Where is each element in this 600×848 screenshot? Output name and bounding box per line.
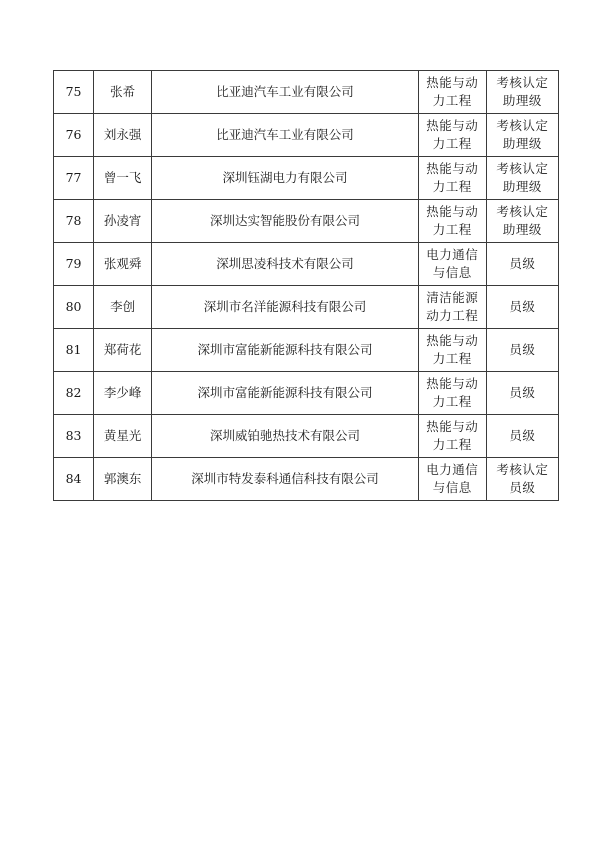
specialty-cell — [418, 458, 486, 501]
person-name: 黄星光 — [94, 415, 152, 458]
row-number: 77 — [54, 157, 94, 200]
person-name: 孙凌宵 — [94, 200, 152, 243]
person-name: 郑荷花 — [94, 329, 152, 372]
specialty-cell — [418, 329, 486, 372]
row-number: 76 — [54, 114, 94, 157]
table-row — [54, 200, 559, 243]
table-row — [54, 415, 559, 458]
organization: 深圳达实智能股份有限公司 — [152, 200, 419, 243]
person-name: 李少峰 — [94, 372, 152, 415]
level: 考核认定助理级 — [496, 204, 549, 237]
specialty-cell — [418, 243, 486, 286]
level-cell — [486, 372, 558, 415]
person-name: 张希 — [94, 71, 152, 114]
specialty-cell — [418, 372, 486, 415]
specialty: 电力通信与信息 — [426, 247, 479, 280]
specialty: 热能与动力工程 — [426, 204, 479, 237]
row-number: 78 — [54, 200, 94, 243]
row-number: 82 — [54, 372, 94, 415]
specialty: 热能与动力工程 — [426, 376, 479, 409]
table-row — [54, 114, 559, 157]
organization: 比亚迪汽车工业有限公司 — [152, 114, 419, 157]
person-name: 郭澳东 — [94, 458, 152, 501]
person-name: 曾一飞 — [94, 157, 152, 200]
table-row — [54, 286, 559, 329]
specialty-cell — [418, 200, 486, 243]
table-row — [54, 372, 559, 415]
person-name: 张观舜 — [94, 243, 152, 286]
specialty: 热能与动力工程 — [426, 419, 479, 452]
row-number: 79 — [54, 243, 94, 286]
organization: 深圳威铂驰热技术有限公司 — [152, 415, 419, 458]
table-row — [54, 243, 559, 286]
level-cell — [486, 458, 558, 501]
personnel-table — [53, 70, 559, 501]
level-cell — [486, 329, 558, 372]
row-number: 84 — [54, 458, 94, 501]
specialty-cell — [418, 114, 486, 157]
level-cell — [486, 114, 558, 157]
level: 考核认定员级 — [496, 462, 549, 495]
level-cell — [486, 243, 558, 286]
organization: 深圳思凌科技术有限公司 — [152, 243, 419, 286]
level-cell — [486, 157, 558, 200]
row-number: 83 — [54, 415, 94, 458]
specialty-cell — [418, 71, 486, 114]
row-number: 75 — [54, 71, 94, 114]
organization: 深圳市富能新能源科技有限公司 — [152, 372, 419, 415]
level-cell — [486, 71, 558, 114]
specialty-cell — [418, 286, 486, 329]
level-cell — [486, 200, 558, 243]
organization: 深圳钰湖电力有限公司 — [152, 157, 419, 200]
specialty-cell — [418, 157, 486, 200]
specialty: 电力通信与信息 — [426, 462, 479, 495]
specialty: 热能与动力工程 — [426, 161, 479, 194]
table-row — [54, 329, 559, 372]
row-number: 80 — [54, 286, 94, 329]
person-name: 刘永强 — [94, 114, 152, 157]
level: 员级 — [509, 385, 536, 400]
table-row — [54, 71, 559, 114]
row-number: 81 — [54, 329, 94, 372]
specialty: 清洁能源动力工程 — [426, 290, 479, 323]
organization: 比亚迪汽车工业有限公司 — [152, 71, 419, 114]
specialty: 热能与动力工程 — [426, 75, 479, 108]
table-row — [54, 157, 559, 200]
table-row — [54, 458, 559, 501]
specialty: 热能与动力工程 — [426, 333, 479, 366]
level: 员级 — [509, 428, 536, 443]
specialty: 热能与动力工程 — [426, 118, 479, 151]
organization: 深圳市名洋能源科技有限公司 — [152, 286, 419, 329]
organization: 深圳市特发泰科通信科技有限公司 — [152, 458, 419, 501]
level: 考核认定助理级 — [496, 118, 549, 151]
specialty-cell — [418, 415, 486, 458]
organization: 深圳市富能新能源科技有限公司 — [152, 329, 419, 372]
level-cell — [486, 415, 558, 458]
level: 考核认定助理级 — [496, 161, 549, 194]
level: 员级 — [509, 299, 536, 314]
level: 员级 — [509, 342, 536, 357]
level: 考核认定助理级 — [496, 75, 549, 108]
person-name: 李创 — [94, 286, 152, 329]
level-cell — [486, 286, 558, 329]
level: 员级 — [509, 256, 536, 271]
